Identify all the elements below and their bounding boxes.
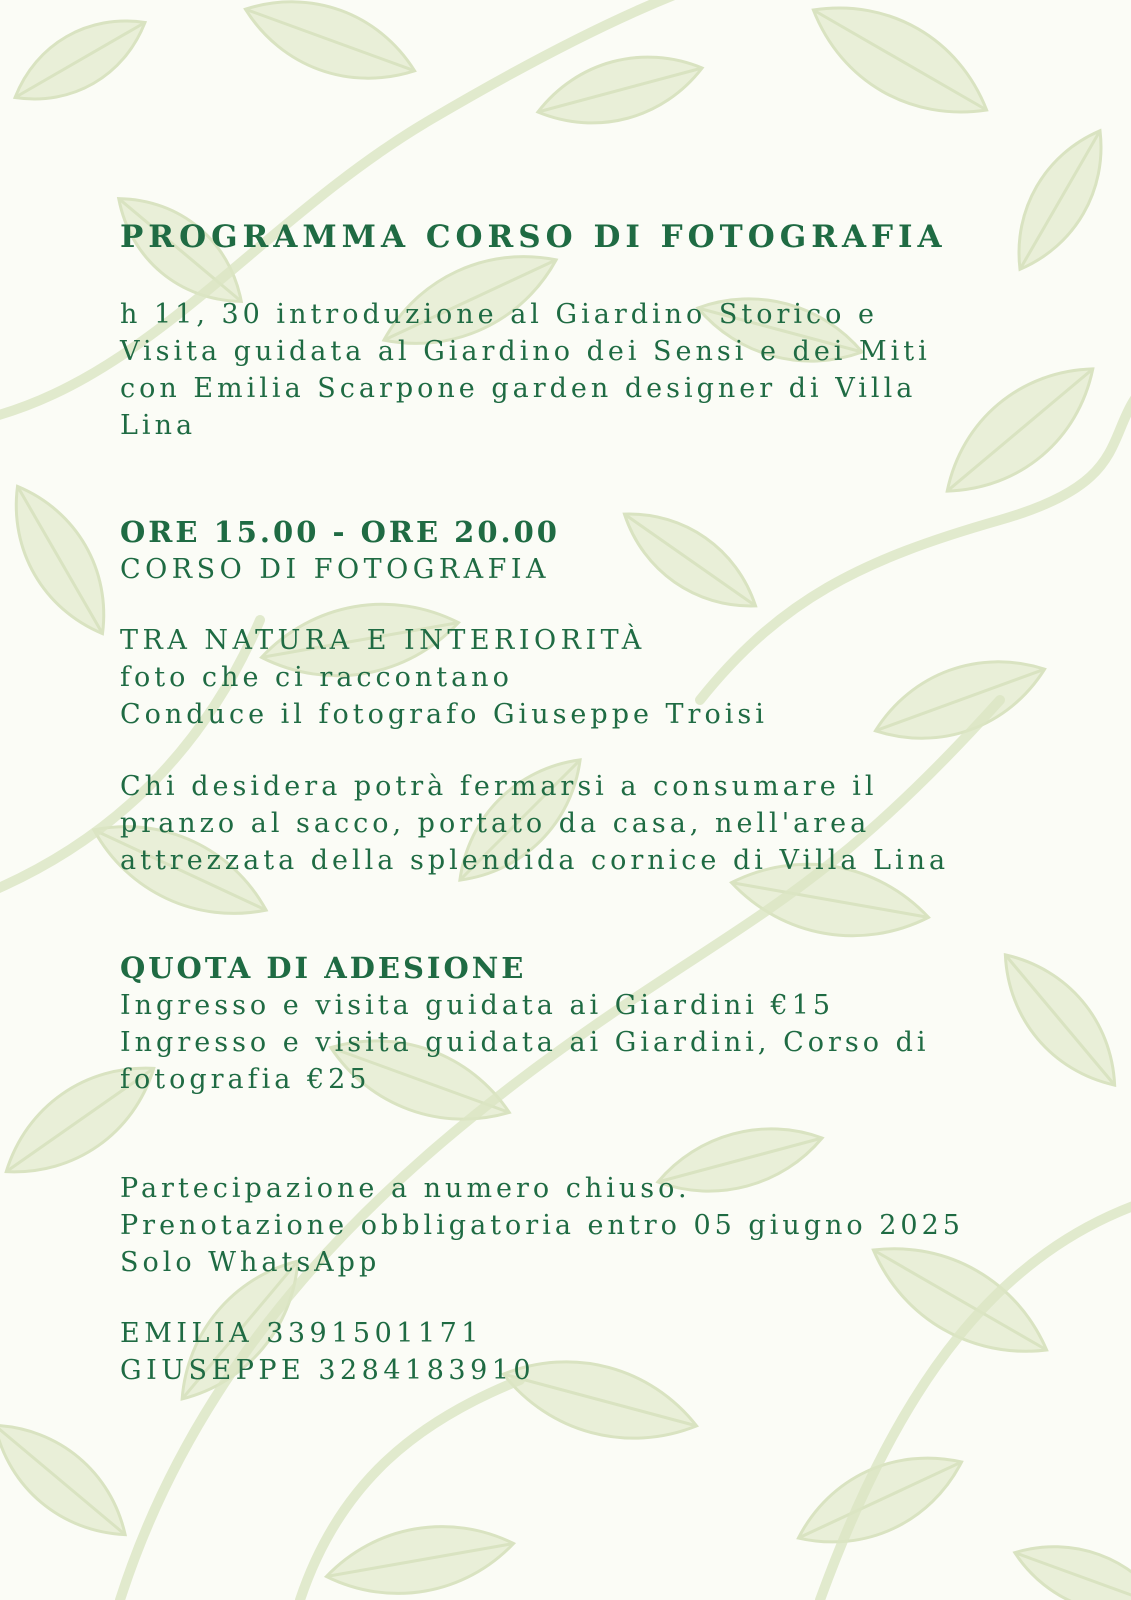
theme-subtitle: foto che ci raccontano bbox=[120, 662, 513, 693]
contact-giuseppe[interactable]: GIUSEPPE 3284183910 bbox=[120, 1355, 536, 1386]
booking-line: Solo WhatsApp bbox=[120, 1247, 381, 1278]
leaf-shape bbox=[321, 1512, 519, 1600]
intro-line: Lina bbox=[120, 410, 197, 441]
afternoon-time: ORE 15.00 - ORE 20.00 bbox=[120, 515, 560, 549]
fee-line: fotografia €25 bbox=[120, 1064, 371, 1095]
fee-line: Ingresso e visita guidata ai Giardini, Corso di bbox=[120, 1027, 930, 1058]
booking-line: Prenotazione obbligatoria entro 05 giugno 2025 bbox=[120, 1210, 964, 1241]
lunch-line: pranzo al sacco, portato da casa, nell'area bbox=[120, 808, 871, 839]
fee-heading: QUOTA DI ADESIONE bbox=[120, 951, 527, 985]
fee-list bbox=[120, 987, 930, 1098]
leaf-shape bbox=[795, 0, 1004, 141]
afternoon-session bbox=[120, 514, 560, 588]
booking-line: Partecipazione a numero chiuso. bbox=[120, 1173, 691, 1204]
intro-line: Visita guidata al Giardino dei Sensi e dei Miti bbox=[120, 336, 931, 367]
fee-section bbox=[120, 950, 930, 1098]
fee-line: Ingresso e visita guidata ai Giardini €15 bbox=[120, 990, 835, 1021]
intro-paragraph bbox=[120, 296, 931, 444]
theme-leader: Conduce il fotografo Giuseppe Troisi bbox=[120, 699, 768, 730]
course-theme bbox=[120, 622, 768, 733]
leaf-vein bbox=[1005, 955, 1114, 1085]
theme-title: TRA NATURA E INTERIORITÀ bbox=[120, 625, 646, 656]
page-title: PROGRAMMA CORSO DI FOTOGRAFIA bbox=[120, 219, 947, 255]
contact-emilia[interactable]: EMILIA 3391501171 bbox=[120, 1318, 483, 1349]
leaf-shape bbox=[0, 472, 128, 648]
intro-line: con Emilia Scarpone garden designer di Villa bbox=[120, 373, 917, 404]
afternoon-label: CORSO DI FOTOGRAFIA bbox=[120, 554, 551, 585]
lunch-paragraph bbox=[120, 768, 949, 879]
lunch-line: Chi desidera potrà fermarsi a consumare il bbox=[120, 771, 878, 802]
intro-line: h 11, 30 introduzione al Giardino Storico e bbox=[120, 299, 878, 330]
contacts bbox=[120, 1315, 535, 1389]
lunch-line: attrezzata della splendida cornice di Villa Lina bbox=[120, 845, 950, 876]
booking-paragraph bbox=[120, 1170, 964, 1281]
